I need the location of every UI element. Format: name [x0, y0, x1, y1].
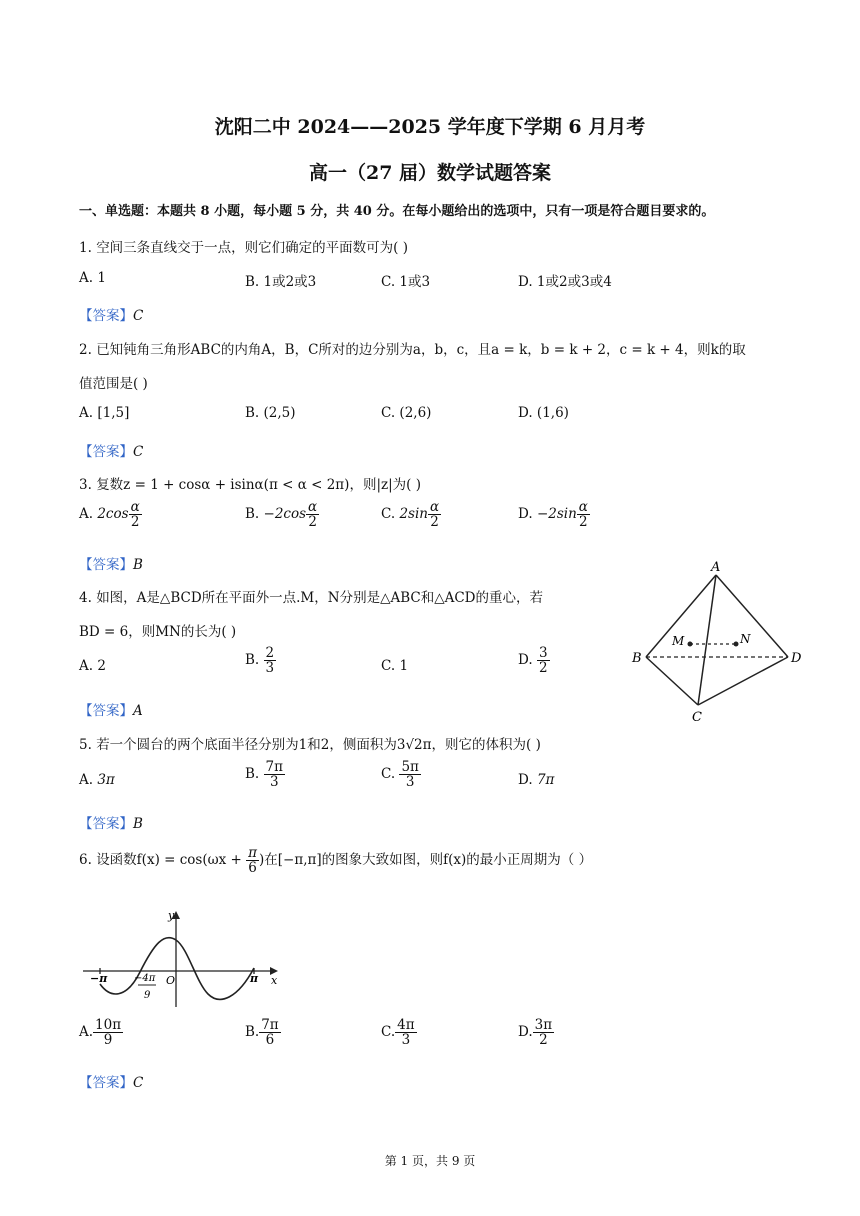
q4-option-a: A. 2: [79, 658, 106, 674]
point-m: [688, 642, 693, 647]
q1-option-a: A. 1: [79, 270, 106, 286]
q2-option-c: C. (2,6): [381, 405, 432, 421]
question-6: 6. 设函数f(x) = cos(ωx + $\frac{\pi}{6}$ )在[−π,π]的图象大致如图，则f(x)的最小正周期为（ ）: [79, 845, 593, 877]
q2-option-b: B. (2,5): [245, 405, 296, 421]
q1-option-c: C. 1或3: [381, 274, 431, 290]
label-tick-numerator: −4π: [134, 973, 156, 984]
q4-option-d: D. $\frac{3}{2}$: [518, 645, 548, 677]
q1-answer: 【答案】C: [79, 308, 144, 324]
q1-option-d: D. 1或2或3或4: [518, 274, 612, 290]
label-tick-denominator: 9: [144, 990, 151, 1001]
q2-answer: 【答案】C: [79, 444, 144, 460]
q4-option-b: B. $\frac{2}{3}$: [245, 645, 275, 677]
label-m: M: [672, 634, 685, 648]
q3-option-a: A. 2cos $\frac{\alpha}{2}$: [79, 499, 140, 531]
page-title: 沈阳二中 2024——2025 学年度下学期 6 月月考: [214, 116, 646, 138]
cosine-graph-figure: [78, 902, 288, 1012]
question-2-line1: 2. 已知钝角三角形ABC的内角A，B，C所对的边分别为a，b，c，且a = k，b = k + 2，c = k + 4，则k的取: [79, 342, 746, 358]
question-1: 1. 空间三条直线交于一点，则它们确定的平面数可为( ): [79, 240, 409, 256]
q4-answer: 【答案】A: [79, 703, 143, 719]
q6-option-b: B. $\frac{7\pi}{6}$: [245, 1017, 279, 1049]
edge-cd: [698, 657, 788, 705]
edge-ac: [698, 575, 716, 705]
q5-option-c: C. $\frac{5\pi}{3}$: [381, 759, 419, 791]
question-4-line2: BD = 6，则MN的长为( ): [79, 624, 237, 640]
label-n: N: [740, 632, 751, 646]
page-subtitle: 高一（27 届）数学试题答案: [308, 162, 552, 184]
q3-answer: 【答案】B: [79, 557, 143, 573]
label-b: B: [632, 651, 642, 666]
question-2-line2: 值范围是( ): [79, 376, 148, 392]
q6-option-c: C. $\frac{4\pi}{3}$: [381, 1017, 415, 1049]
q1-option-b: B. 1或2或3: [245, 274, 317, 290]
q5-option-a: A. 3π: [79, 772, 115, 788]
question-3: 3. 复数z = 1 + cosα + isinα(π < α < 2π)，则|z|为( ): [79, 477, 421, 493]
cosine-curve: [100, 938, 254, 1000]
edge-ad: [716, 575, 788, 657]
section-heading: 一、单选题：本题共 8 小题，每小题 5 分，共 40 分。在每小题给出的选项中，只有一项是符合题目要求的。: [79, 204, 715, 219]
q5-answer: 【答案】B: [79, 816, 143, 832]
q6-answer: 【答案】C: [79, 1075, 144, 1091]
q6-option-a: A. $\frac{10\pi}{9}$: [79, 1017, 122, 1049]
label-pi: π: [250, 972, 259, 985]
question-4-line1: 4. 如图，A是△BCD所在平面外一点.M，N分别是△ABC和△ACD的重心，若: [79, 590, 543, 606]
q2-option-d: D. (1,6): [518, 405, 569, 421]
label-y: y: [168, 909, 175, 922]
label-a: A: [711, 560, 721, 575]
label-origin: O: [166, 974, 176, 987]
label-d: D: [791, 651, 802, 666]
q6-option-d: D. $\frac{3\pi}{2}$: [518, 1017, 553, 1049]
edge-bc: [646, 657, 698, 705]
q3-option-d: D. −2sin $\frac{\alpha}{2}$: [518, 499, 588, 531]
q2-option-a: A. [1,5]: [79, 405, 130, 421]
q4-option-c: C. 1: [381, 658, 409, 674]
tetrahedron-figure: [628, 555, 808, 725]
label-x: x: [271, 974, 278, 987]
q3-option-b: B. −2cos $\frac{\alpha}{2}$: [245, 499, 318, 531]
q3-option-c: C. 2sin $\frac{\alpha}{2}$: [381, 499, 440, 531]
q5-option-d: D. 7π: [518, 772, 555, 788]
label-c: C: [692, 710, 702, 725]
question-5: 5. 若一个圆台的两个底面半径分别为1和2，侧面积为3√2π，则它的体积为( ): [79, 737, 541, 753]
page-footer: 第 1 页，共 9 页: [384, 1154, 476, 1168]
point-n: [734, 642, 739, 647]
q5-option-b: B. $\frac{7\pi}{3}$: [245, 759, 283, 791]
label-neg-pi: −π: [90, 972, 108, 985]
